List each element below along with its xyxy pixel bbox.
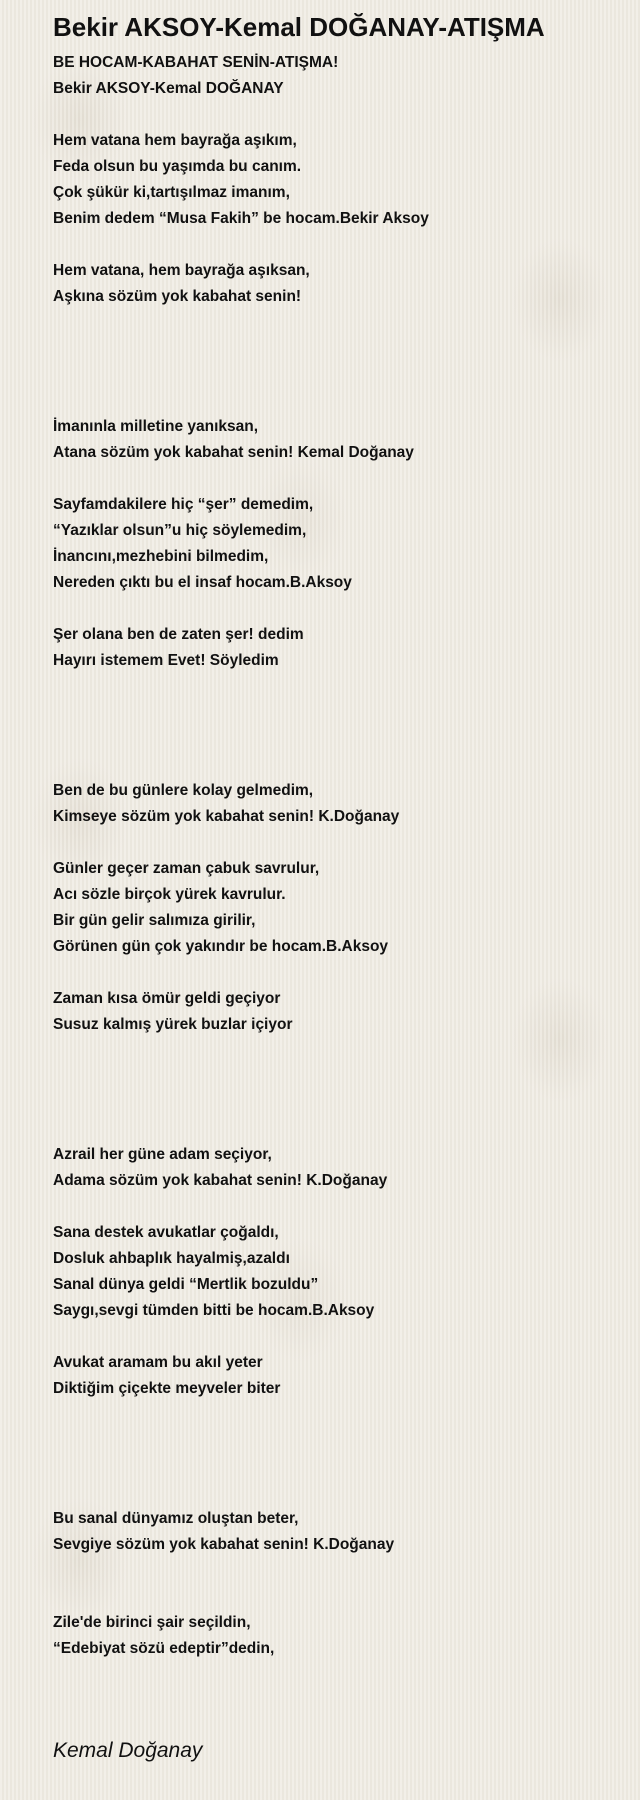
poem-line: Sayfamdakilere hiç “şer” demedim,	[53, 496, 314, 513]
stanza-break	[53, 830, 613, 856]
poem-line: “Yazıklar olsun”u hiç söylemedim,	[53, 522, 307, 539]
stanza-break	[53, 466, 613, 492]
stanza-break	[53, 1584, 613, 1610]
poem-line: Aşkına sözüm yok kabahat senin!	[53, 288, 302, 305]
stanza-break	[53, 1558, 613, 1584]
poem-line: Görünen gün çok yakındır be hocam.B.Aksoy	[53, 938, 389, 955]
poem-line: Günler geçer zaman çabuk savrulur,	[53, 860, 320, 877]
stanza-break	[53, 1480, 613, 1506]
poem-line: Nereden çıktı bu el insaf hocam.B.Aksoy	[53, 574, 352, 591]
stanza-break	[53, 1038, 613, 1064]
stanza-break	[53, 1324, 613, 1350]
poem-line: Ben de bu günlere kolay gelmedim,	[53, 782, 314, 799]
poem-line: Hayırı istemem Evet! Söyledim	[53, 652, 279, 669]
poem-line: Azrail her güne adam seçiyor,	[53, 1146, 272, 1163]
stanza-break	[53, 1116, 613, 1142]
poem-line: Hem vatana hem bayrağa aşıkım,	[53, 132, 297, 149]
poem-line: Bu sanal dünyamız oluştan beter,	[53, 1510, 299, 1527]
poem-title: Bekir AKSOY-Kemal DOĞANAY-ATIŞMA	[53, 12, 545, 42]
stanza-break	[53, 310, 613, 336]
stanza-break	[53, 1194, 613, 1220]
stanza-break	[53, 752, 613, 778]
stanza-break	[53, 596, 613, 622]
poem-line: Kimseye sözüm yok kabahat senin! K.Doğanay	[53, 808, 400, 825]
stanza-break	[53, 700, 613, 726]
poem-line: Diktiğim çiçekte meyveler biter	[53, 1380, 281, 1397]
poem-line: Benim dedem “Musa Fakih” be hocam.Bekir Aksoy	[53, 210, 429, 227]
poem-line: İnancını,mezhebini bilmedim,	[53, 548, 269, 565]
poem-line: Dosluk ahbaplık hayalmiş,azaldı	[53, 1250, 290, 1267]
poem-line: BE HOCAM-KABAHAT SENİN-ATIŞMA!	[53, 54, 339, 71]
poem-line: İmanınla milletine yanıksan,	[53, 418, 259, 435]
poem-line: Sevgiye sözüm yok kabahat senin! K.Doğanay	[53, 1536, 395, 1553]
poem-line: Atana sözüm yok kabahat senin! Kemal Doğanay	[53, 444, 414, 461]
poem-line: Şer olana ben de zaten şer! dedim	[53, 626, 304, 643]
poem-line: Bekir AKSOY-Kemal DOĞANAY	[53, 80, 284, 97]
stanza-break	[53, 388, 613, 414]
author-signature: Kemal Doğanay	[53, 1739, 203, 1762]
poem-line: Feda olsun bu yaşımda bu canım.	[53, 158, 302, 175]
stanza-break	[53, 960, 613, 986]
poem-line: Avukat aramam bu akıl yeter	[53, 1354, 263, 1371]
poem-line: Çok şükür ki,tartışılmaz imanım,	[53, 184, 290, 201]
poem-line: Hem vatana, hem bayrağa aşıksan,	[53, 262, 310, 279]
poem-line: Saygı,sevgi tümden bitti be hocam.B.Aksoy	[53, 1302, 375, 1319]
stanza-break	[53, 1454, 613, 1480]
poem-line: Susuz kalmış yürek buzlar içiyor	[53, 1016, 293, 1033]
poem-line: Zile'de birinci şair seçildin,	[53, 1614, 251, 1631]
poem-line: Sana destek avukatlar çoğaldı,	[53, 1224, 279, 1241]
poem-body	[53, 50, 613, 1662]
stanza-break	[53, 1428, 613, 1454]
stanza-break	[53, 674, 613, 700]
poem-line: Zaman kısa ömür geldi geçiyor	[53, 990, 281, 1007]
poem-line: Bir gün gelir salımıza girilir,	[53, 912, 256, 929]
poem-line: Sanal dünya geldi “Mertlik bozuldu”	[53, 1276, 319, 1293]
stanza-break	[53, 726, 613, 752]
stanza-break	[53, 1090, 613, 1116]
stanza-break	[53, 1064, 613, 1090]
stanza-break	[53, 102, 613, 128]
stanza-break	[53, 362, 613, 388]
poem-line: “Edebiyat sözü edeptir”dedin,	[53, 1640, 275, 1657]
poem-line: Acı sözle birçok yürek kavrulur.	[53, 886, 286, 903]
poem-line: Adama sözüm yok kabahat senin! K.Doğanay	[53, 1172, 388, 1189]
stanza-break	[53, 1402, 613, 1428]
stanza-break	[53, 336, 613, 362]
stanza-break	[53, 232, 613, 258]
